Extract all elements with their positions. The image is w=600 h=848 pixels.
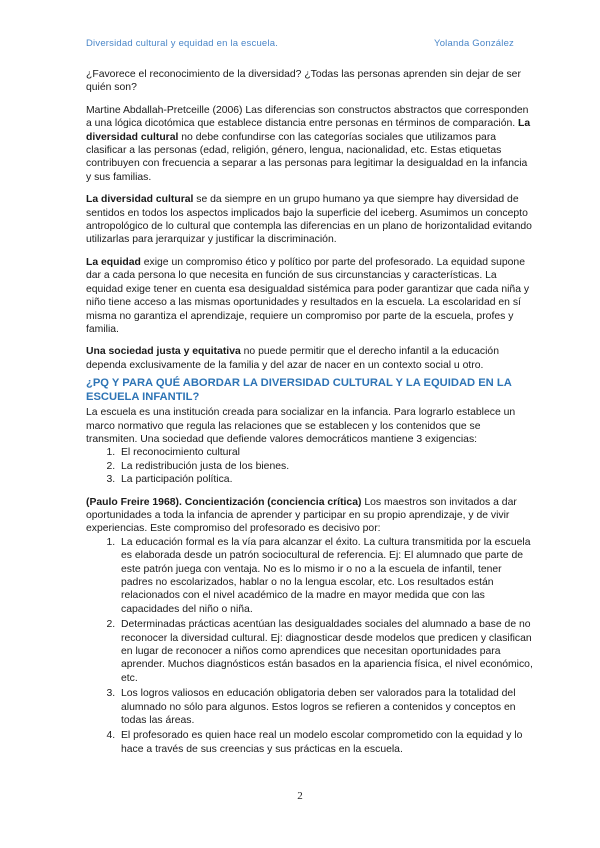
p2-text: se da siempre en un grupo humano ya que siempre hay diversidad de sentidos en todos los aspectos implicados bajo la superficie del iceberg. Asumimos un concepto antropológico de lo cultural que contempla las diferencias en un plano de horizontalidad evitando utilizarlas para jerarquizar y justificar la discriminación.	[86, 194, 532, 246]
p1-text-b: no debe confundirse con las categorías sociales que utilizamos para clasificar a las personas (edad, religión, género, lengua, nacionalidad, etc. Estas etiquetas contribuyen con frecuencia a separar a las personas para legitimar la desigualdad en la infancia y sus familias.	[86, 131, 528, 183]
p3-bold: La equidad	[86, 256, 141, 268]
p4-text: no puede permitir que el derecho infantil a la educación dependa exclusivamente de la familia y del azar de nacer en un contexto social u otro.	[86, 346, 499, 371]
page-content	[86, 68, 533, 765]
list-item: 4. El profesorado es quien hace real un modelo escolar comprometido con la equidad y lo hace a través de sus creencias y sus prácticas en la escuela.	[118, 729, 533, 756]
paragraph-diversidad	[86, 193, 533, 247]
paragraph-equidad	[86, 256, 533, 336]
paragraph-abdallah	[86, 104, 533, 184]
list-item: 3. La participación política.	[118, 473, 533, 486]
paragraph-sociedad	[86, 345, 533, 372]
exigencias-list	[86, 446, 533, 486]
p4-bold: Una sociedad justa y equitativa	[86, 346, 241, 358]
compromiso-list	[86, 536, 533, 757]
section-heading: ¿PQ Y PARA QUÉ ABORDAR LA DIVERSIDAD CULTURAL Y LA EQUIDAD EN LA ESCUELA INFANTIL?	[86, 377, 512, 404]
p1-text-a: Martine Abdallah-Pretceille (2006) Las diferencias son constructos abstractos que corresponden a una lógica dicotómica que establece distancia entre personas en términos de comparación.	[86, 104, 529, 130]
paragraph-freire	[86, 496, 533, 536]
header-title: Diversidad cultural y equidad en la escuela.	[86, 38, 279, 49]
header-author: Yolanda González	[434, 38, 514, 49]
p6-bold: (Paulo Freire 1968). Concientización (conciencia crítica)	[86, 496, 362, 508]
page-header	[86, 38, 514, 52]
p3-text: exige un compromiso ético y político por parte del profesorado. La equidad supone dar a cada persona lo que necesita en función de sus circunstancias y características. La equidad exige tener en cuenta esa desigualdad sistémica para poder garantizar que cada niña y niño tiene acceso a las mismas oportunidades y resultados en la escuela. La escolaridad en sí misma no garantiza el aprendizaje, requiere un compromiso por parte de la escuela, profes y familia.	[86, 256, 530, 335]
list-item: 2. La redistribución justa de los bienes.	[118, 460, 533, 473]
list-item: 2. Determinadas prácticas acentúan las desigualdades sociales del alumnado a base de no reconocer la diversidad cultural. Ej: diagnosticar desde modelos que predicen y clasifican en lugar de reconocer a niños como aprendices que necesitan oportunidades para aprender. Muchos diagnósticos están basados en la apariencia física, el nivel económico, etc.	[118, 618, 533, 685]
page-number: 2	[297, 790, 303, 802]
list-item: 1. El reconocimiento cultural	[118, 446, 533, 459]
paragraph-escuela: La escuela es una institución creada para socializar en la infancia. Para lograrlo establece un marco normativo que regula las relaciones que se establecen y los contenidos que se transmiten. Una sociedad que defiende valores democráticos mantiene 3 exigencias:	[86, 407, 516, 445]
p6-text: Los maestros son invitados a dar oportunidades a toda la infancia de aprender y participar en su propio aprendizaje, y de vivir experiencias. Este compromiso del profesorado es decisivo por:	[86, 496, 517, 535]
p2-bold: La diversidad cultural	[86, 194, 194, 206]
list-item: 1. La educación formal es la vía para alcanzar el éxito. La cultura transmitida por la escuela es elaborada desde un patrón sociocultural de referencia. Ej: El alumnado que parte de este patrón juega con ventaja. No es lo mismo ir o no a la escuela de infantil, tener padres no escolarizados, hablar o no la lengua escolar, etc. Los resultados están relacionados con el nivel académico de la madre en mayor medida que con las capacidades del niño o niña.	[118, 536, 533, 616]
intro-question: ¿Favorece el reconocimiento de la diversidad? ¿Todas las personas aprenden sin dejar de ser quién son?	[86, 69, 521, 94]
p1-bold: La diversidad cultural	[86, 118, 531, 143]
list-item: 3. Los logros valiosos en educación obligatoria deben ser valorados para la totalidad del alumnado no sólo para algunos. Estos logros se refieren a contenidos y conceptos en todas las áreas.	[118, 687, 533, 727]
